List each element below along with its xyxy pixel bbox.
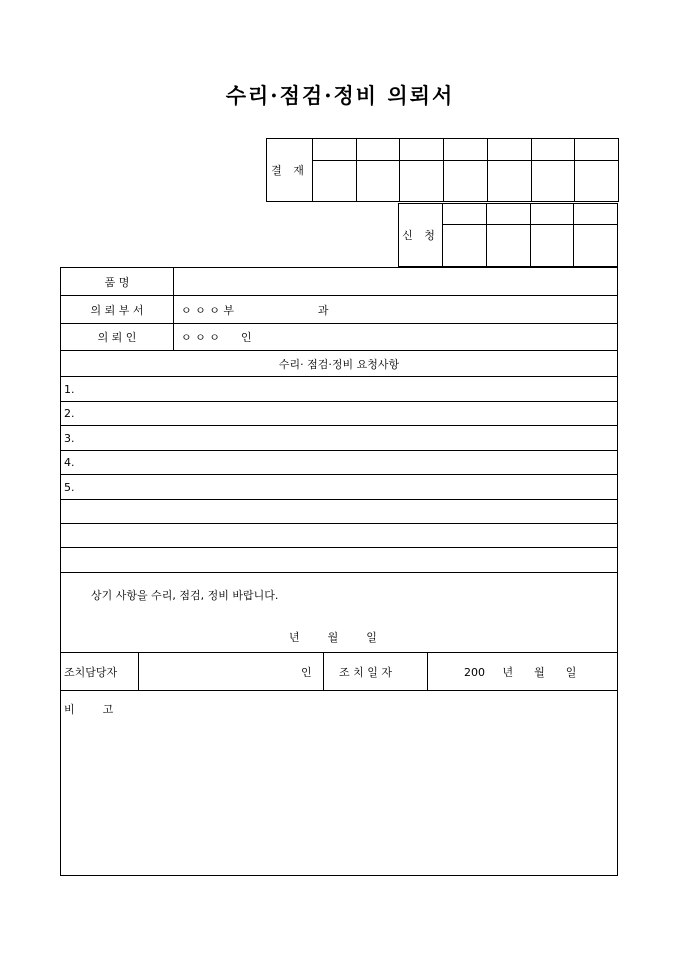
closing-statement: 상기 사항을 수리, 점검, 정비 바랍니다.	[91, 589, 279, 602]
applicant-sign-cell[interactable]	[531, 225, 574, 267]
request-line[interactable]	[61, 377, 617, 402]
request-line[interactable]	[61, 548, 617, 573]
request-line[interactable]	[61, 475, 617, 500]
department-row	[61, 296, 617, 324]
request-line[interactable]	[61, 402, 617, 426]
remarks-label: 비 고	[64, 703, 114, 716]
item-name-row	[61, 268, 617, 296]
requests-heading: 수리· 점검·정비 요청사항	[278, 357, 400, 371]
staff-seal[interactable]: 인	[301, 665, 312, 679]
remarks-field[interactable]	[61, 691, 617, 875]
approval-sign-cell[interactable]	[488, 161, 532, 202]
action-row	[61, 653, 617, 691]
request-line-text: 5.	[64, 480, 75, 494]
requester-row	[61, 324, 617, 351]
applicant-table	[398, 203, 618, 267]
document-title: 수리·점검·정비 의뢰서	[225, 83, 455, 108]
approval-title-cell[interactable]	[488, 139, 532, 161]
approval-title-cell[interactable]	[400, 139, 444, 161]
requester-field[interactable]: ㅇ ㅇ ㅇ 인	[181, 331, 252, 344]
applicant-title-cell[interactable]	[531, 204, 574, 225]
request-line[interactable]	[61, 426, 617, 451]
applicant-title-cell[interactable]	[487, 204, 531, 225]
applicant-sign-cell[interactable]	[487, 225, 531, 267]
approval-sign-cell[interactable]	[575, 161, 619, 202]
request-line-text: 1.	[64, 382, 75, 396]
action-date-label: 조 치 일 자	[339, 665, 392, 679]
department-label: 의 뢰 부 서	[61, 296, 174, 323]
approval-sign-cell[interactable]	[357, 161, 400, 202]
approval-table	[266, 138, 619, 202]
approval-title-cell[interactable]	[444, 139, 488, 161]
item-name-field[interactable]	[181, 268, 601, 295]
item-name-label: 품 명	[61, 268, 174, 295]
approval-title-cell[interactable]	[313, 139, 357, 161]
staff-label: 조치담당자	[64, 665, 118, 679]
applicant-sign-cell[interactable]	[443, 225, 487, 267]
request-line-text: 3.	[64, 431, 75, 445]
approval-label: 결 재	[267, 139, 313, 202]
approval-sign-cell[interactable]	[444, 161, 488, 202]
request-date[interactable]: 년 월 일	[289, 631, 377, 644]
request-line-text: 4.	[64, 456, 75, 469]
request-line-text: 2.	[64, 407, 75, 420]
approval-sign-cell[interactable]	[400, 161, 444, 202]
approval-title-cell[interactable]	[575, 139, 619, 161]
applicant-label: 신 청	[399, 204, 443, 267]
applicant-sign-cell[interactable]	[574, 225, 618, 267]
applicant-title-cell[interactable]	[574, 204, 618, 225]
approval-sign-cell[interactable]	[313, 161, 357, 202]
request-line[interactable]	[61, 451, 617, 475]
closing-block	[61, 573, 617, 653]
approval-title-cell[interactable]	[532, 139, 575, 161]
request-line[interactable]	[61, 524, 617, 548]
request-line[interactable]	[61, 500, 617, 524]
requester-label: 의 뢰 인	[61, 324, 174, 350]
action-date-field[interactable]: 200 년 월 일	[464, 665, 577, 679]
department-field[interactable]: ㅇ ㅇ ㅇ 부 과	[181, 303, 329, 317]
requests-heading-row	[61, 351, 617, 377]
applicant-title-cell[interactable]	[443, 204, 487, 225]
approval-title-cell[interactable]	[357, 139, 400, 161]
request-form	[60, 267, 618, 876]
approval-sign-cell[interactable]	[532, 161, 575, 202]
